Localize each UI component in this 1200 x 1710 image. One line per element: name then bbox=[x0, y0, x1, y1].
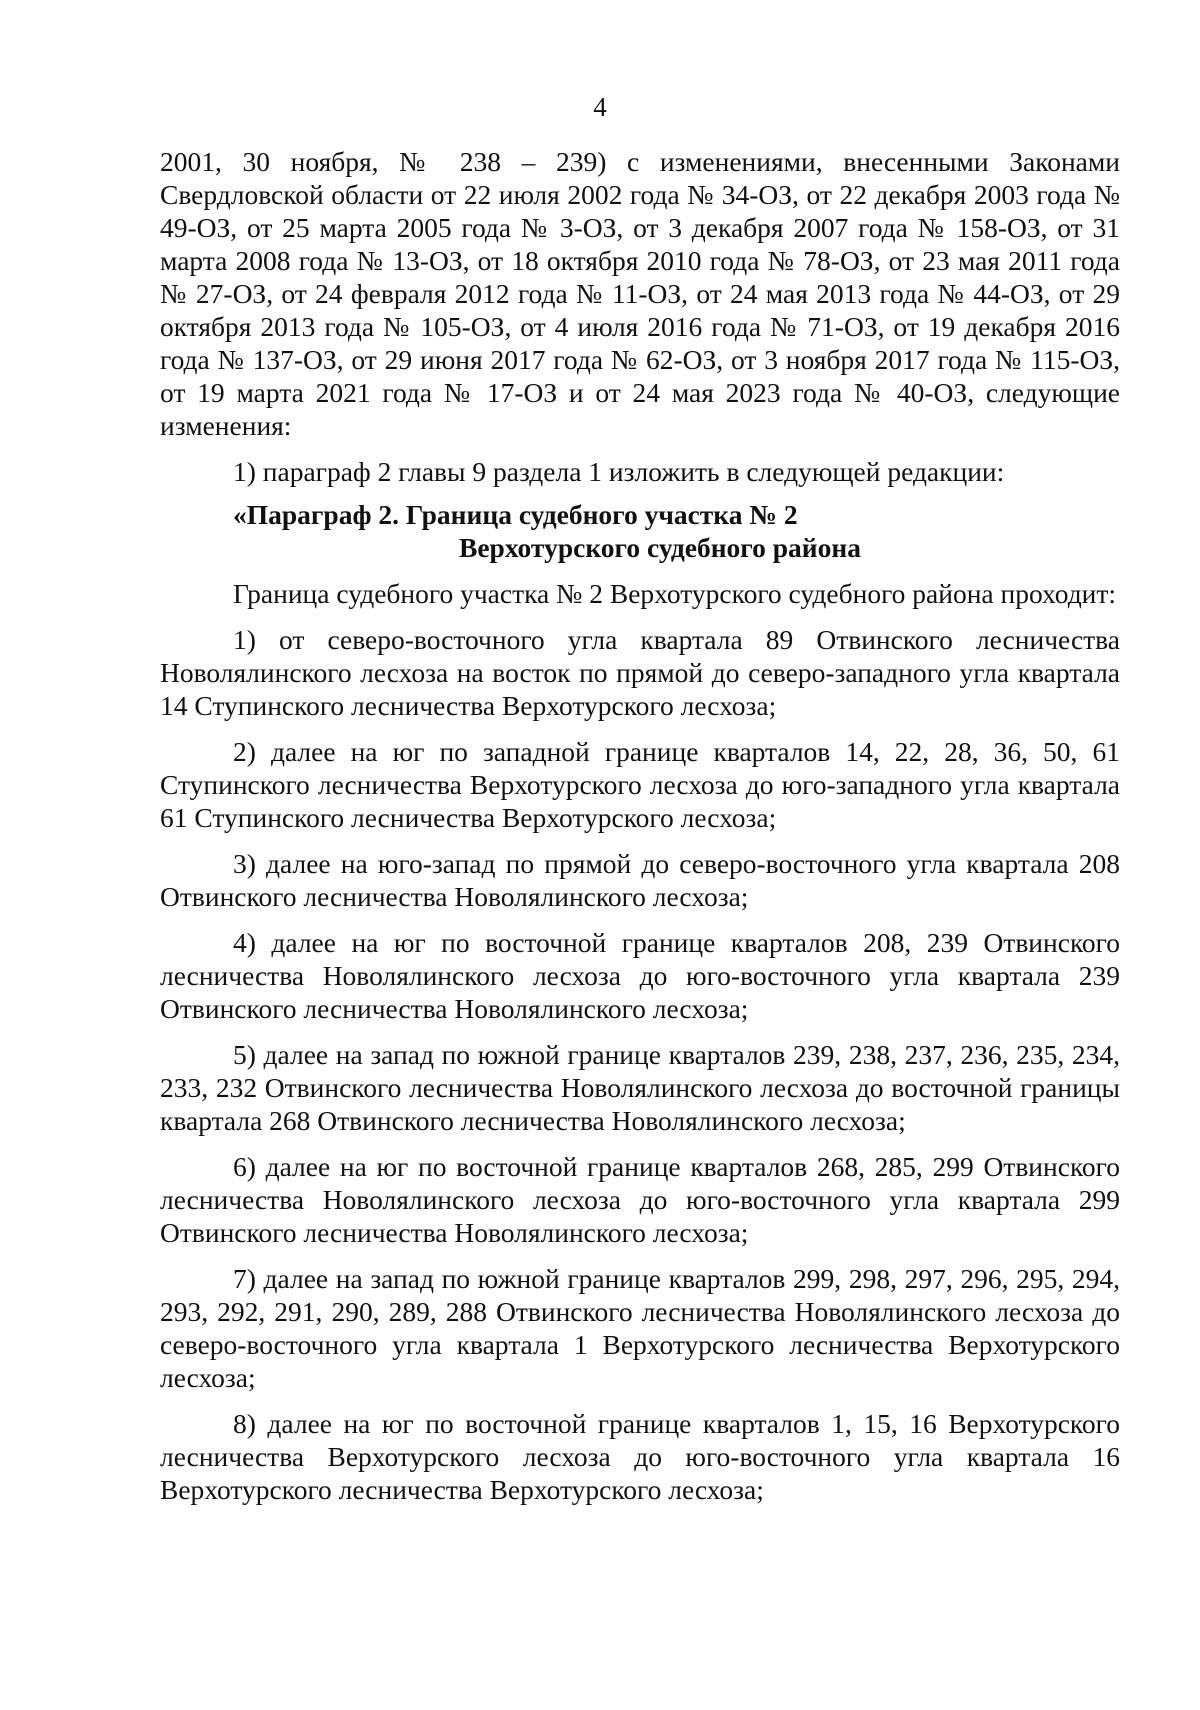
intro-paragraph: 2001, 30 ноября, № 238 – 239) с изменениями, внесенными Законами Свердловской области от 22 июля 2002 года № 34-ОЗ, от 22 декабря 2003 года № 49-ОЗ, от 25 марта 2005 года № 3-ОЗ, от 3 декабря 2007 года № 158-ОЗ, от 31 марта 2008 года № 13-ОЗ, от 18 октября 2010 года № 78-ОЗ, от 23 мая 2011 года № 27-ОЗ, от 24 февраля 2012 года № 11-ОЗ, от 24 мая 2013 года № 44-ОЗ, от 29 октября 2013 года № 105-ОЗ, от 4 июля 2016 года № 71-ОЗ, от 19 декабря 2016 года № 137-ОЗ, от 29 июня 2017 года № 62-ОЗ, от 3 ноября 2017 года № 115-ОЗ, от 19 марта 2021 года № 17-ОЗ и от 24 мая 2023 года № 40-ОЗ, следующие изменения: bbox=[160, 146, 1120, 441]
boundary-point-8: 8) далее на юг по восточной границе кварталов 1, 15, 16 Верхотурского лесничества Верхотурского лесхоза до юго-восточного угла квартала 16 Верхотурского лесничества Верхотурского лесхоза; bbox=[160, 1408, 1120, 1505]
boundary-point-5: 5) далее на запад по южной границе кварталов 239, 238, 237, 236, 235, 234, 233, 232 Отвинского лесничества Новолялинского лесхоза до восточной границы квартала 268 Отвинского лесничества Новолялинского лесхоза; bbox=[160, 1039, 1120, 1136]
document-body bbox=[160, 145, 1120, 1506]
boundary-point-6: 6) далее на юг по восточной границе кварталов 268, 285, 299 Отвинского лесничества Новолялинского лесхоза до юго-восточного угла квартала 299 Отвинского лесничества Новолялинского лесхоза; bbox=[160, 1151, 1120, 1248]
boundary-point-4: 4) далее на юг по восточной границе кварталов 208, 239 Отвинского лесничества Новолялинского лесхоза до юго-восточного угла квартала 239 Отвинского лесничества Новолялинского лесхоза; bbox=[160, 927, 1120, 1024]
boundary-intro-paragraph: Граница судебного участка № 2 Верхотурского судебного района проходит: bbox=[233, 578, 1117, 609]
boundary-point-3: 3) далее на юго-запад по прямой до северо-восточного угла квартала 208 Отвинского лесничества Новолялинского лесхоза; bbox=[160, 848, 1120, 912]
item-1-paragraph: 1) параграф 2 главы 9 раздела 1 изложить в следующей редакции: bbox=[233, 456, 1005, 487]
boundary-point-2: 2) далее на юг по западной границе кварталов 14, 22, 28, 36, 50, 61 Ступинского лесничества Верхотурского лесхоза до юго-западного угла квартала 61 Ступинского лесничества Верхотурского лесхоза; bbox=[160, 736, 1120, 833]
boundary-point-1: 1) от северо-восточного угла квартала 89 Отвинского лесничества Новолялинского лесхоза на восток по прямой до северо-западного угла квартала 14 Ступинского лесничества Верхотурского лесхоза; bbox=[160, 624, 1120, 721]
heading-line-2: Верхотурского судебного района bbox=[459, 532, 861, 563]
boundary-point-7: 7) далее на запад по южной границе кварталов 299, 298, 297, 296, 295, 294, 293, 292, 291, 290, 289, 288 Отвинского лесничества Новолялинского лесхоза до северо-восточного угла квартала 1 Верхотурского лесничества Верхотурского лесхоза; bbox=[160, 1263, 1120, 1393]
heading-line-1: «Параграф 2. Граница судебного участка № 2 bbox=[233, 499, 798, 530]
section-heading bbox=[160, 498, 1120, 564]
page-number: 4 bbox=[593, 92, 607, 122]
